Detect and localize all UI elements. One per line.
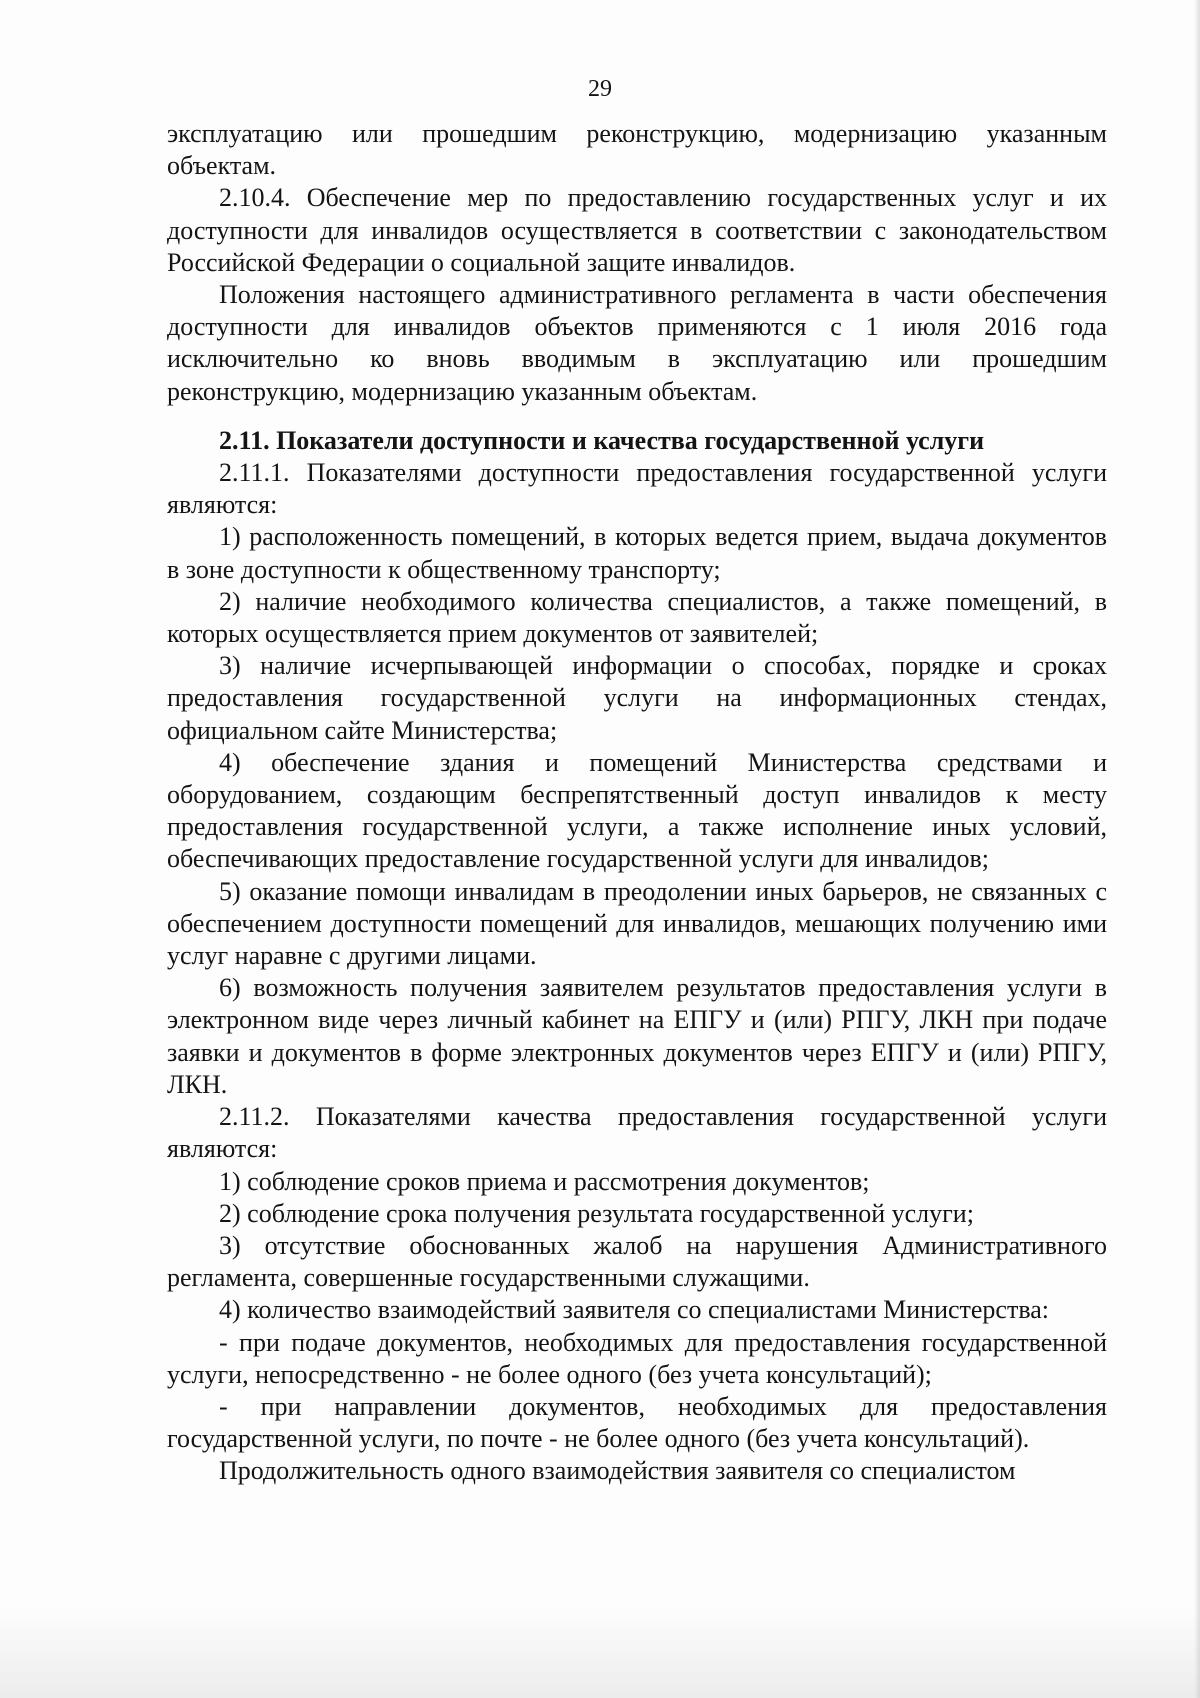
list-item-quality-3: 3) отсутствие обоснованных жалоб на нарушения Административного регламента, совершенные государственными служащими.	[167, 1230, 1107, 1293]
paragraph-2-11-1: 2.11.1. Показателями доступности предоставления государственной услуги являются:	[167, 458, 1107, 520]
page-number: 29	[588, 76, 612, 102]
paragraph-2-10-4: 2.10.4. Обеспечение мер по предоставлению государственных услуг и их доступности для инвалидов осуществляется в соответствии с законодательством Российской Федерации о социальной защите инвалидов.	[167, 183, 1107, 277]
list-item-accessibility-4: 4) обеспечение здания и помещений Министерства средствами и оборудованием, создающим беспрепятственный доступ инвалидов к месту предоставления государственной услуги, а также исполнение иных условий, обеспечивающих предоставление государственной услуги для инвалидов;	[167, 747, 1107, 874]
section-heading-2-11: 2.11. Показатели доступности и качества государственной услуги	[219, 425, 985, 455]
list-subitem-by-mail: - при направлении документов, необходимых для предоставления государственной услуги, по почте - не более одного (без учета консультаций).	[167, 1391, 1107, 1454]
paragraph-2-11-2: 2.11.2. Показателями качества предоставления государственной услуги являются:	[167, 1102, 1107, 1164]
list-item-accessibility-2: 2) наличие необходимого количества специалистов, а также помещений, в которых осуществляется прием документов от заявителей;	[167, 586, 1107, 649]
scan-shadow-bottom	[0, 1608, 1200, 1698]
paragraph-provisions: Положения настоящего административного регламента в части обеспечения доступности для инвалидов объектов применяются с 1 июля 2016 года исключительно ко вновь вводимым в эксплуатацию или прошедшим реконструкцию, модернизацию указанным объектам.	[167, 280, 1107, 406]
document-body	[167, 118, 1107, 1488]
list-item-accessibility-1: 1) расположенность помещений, в которых ведется прием, выдача документов в зоне доступности к общественному транспорту;	[167, 522, 1107, 584]
scan-shadow-right	[1194, 0, 1200, 1698]
list-item-quality-4: 4) количество взаимодействий заявителя со специалистами Министерства:	[219, 1295, 1050, 1325]
list-item-quality-1: 1) соблюдение сроков приема и рассмотрения документов;	[219, 1166, 870, 1196]
list-item-quality-2: 2) соблюдение срока получения результата государственной услуги;	[219, 1198, 974, 1228]
list-subitem-in-person: - при подаче документов, необходимых для предоставления государственной услуги, непосредственно - не более одного (без учета консультаций);	[167, 1327, 1107, 1389]
paragraph-continuation: эксплуатацию или прошедшим реконструкцию, модернизацию указанным объектам.	[167, 119, 1107, 181]
list-item-accessibility-6: 6) возможность получения заявителем результатов предоставления услуги в электронном виде через личный кабинет на ЕПГУ и (или) РПГУ, ЛКН при подаче заявки и документов в форме электронных документов через ЕПГУ и (или) РПГУ, ЛКН.	[167, 973, 1107, 1099]
list-item-accessibility-5: 5) оказание помощи инвалидам в преодолении иных барьеров, не связанных с обеспечением доступности помещений для инвалидов, мешающих получению ими услуг наравне с другими лицами.	[167, 876, 1107, 971]
list-item-accessibility-3: 3) наличие исчерпывающей информации о способах, порядке и сроках предоставления государственной услуги на информационных стендах, официальном сайте Министерства;	[167, 651, 1107, 745]
paragraph-duration: Продолжительность одного взаимодействия заявителя со специалистом	[219, 1456, 1016, 1486]
